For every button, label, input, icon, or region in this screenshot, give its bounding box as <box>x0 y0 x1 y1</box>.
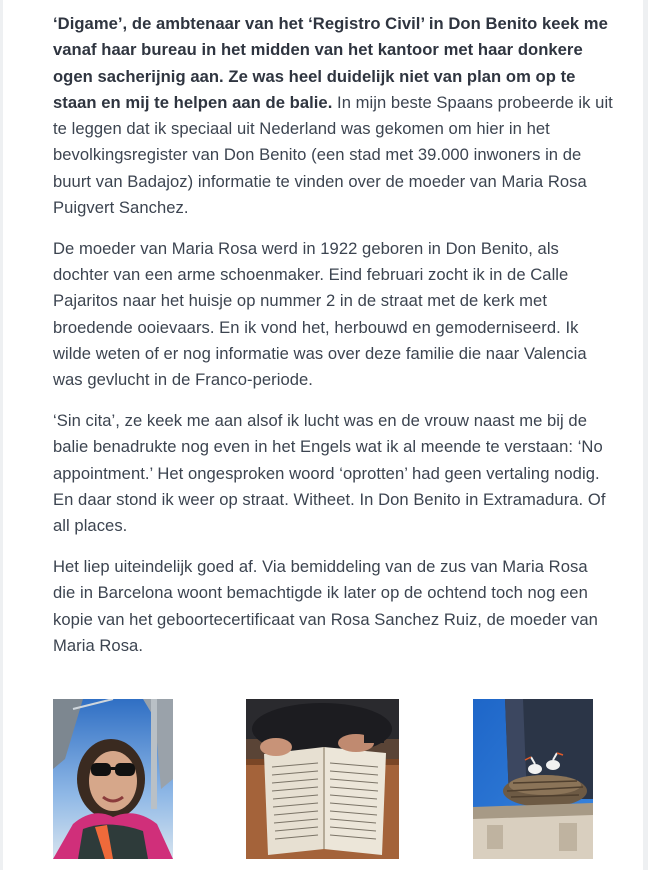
paragraph-3: ‘Sin cita’, ze keek me aan alsof ik lucht was en de vrouw naast me bij de balie benadrukte nog even in het Engels wat ik al meende te verstaan: ‘No appointment.’ Het ongesproken woord ‘oprotten’ had geen vertaling nodig. En daar stond ik weer op straat. Witheet. In Don Benito in Extramadura. Of all places. <box>53 411 606 536</box>
photo-stork-nest[interactable] <box>473 699 593 859</box>
paragraph-1-bold: ‘Digame’, de ambtenaar van het ‘Registro Civil’ in Don Benito keek me vanaf haar bureau in het midden van het kantoor met haar donkere ogen sacherijnig aan. Ze was heel duidelijk niet van plan om op te staan en mij te helpen aan de balie. <box>53 14 608 112</box>
paragraph-1-text: In mijn beste Spaans probeerde ik uit te leggen dat ik speciaal uit Nederland was gekomen om hier in het bevolkingsregister van Don Benito (een stad met 39.000 inwoners in de buurt van Badajoz) informatie te vinden over de moeder van Maria Rosa Puigvert Sanchez. <box>53 92 613 218</box>
article-body <box>53 11 613 674</box>
register-book-image <box>246 699 399 859</box>
paragraph-4: Het liep uiteindelijk goed af. Via bemiddeling van de zus van Maria Rosa die in Barcelona woont bemachtigde ik later op de ochtend toch nog een kopie van het geboortecertificaat van Rosa Sanchez Ruiz, de moeder van Maria Rosa. <box>53 557 598 656</box>
photo-register-book[interactable] <box>246 699 399 859</box>
photo-selfie[interactable] <box>53 699 173 859</box>
paragraph-2: De moeder van Maria Rosa werd in 1922 geboren in Don Benito, als dochter van een arme schoenmaker. Eind februari zocht ik in de Calle Pajaritos naar het huisje op nummer 2 in de straat met de kerk met broedende ooievaars. En ik vond het, herbouwd en gemoderniseerd. Ik wilde weten of er nog informatie was over deze familie die naar Valencia was gevlucht in de Franco-periode. <box>53 238 587 390</box>
selfie-image <box>53 699 173 859</box>
paragraph-1 <box>53 11 613 221</box>
page <box>3 0 643 870</box>
stork-nest-image <box>473 699 593 859</box>
